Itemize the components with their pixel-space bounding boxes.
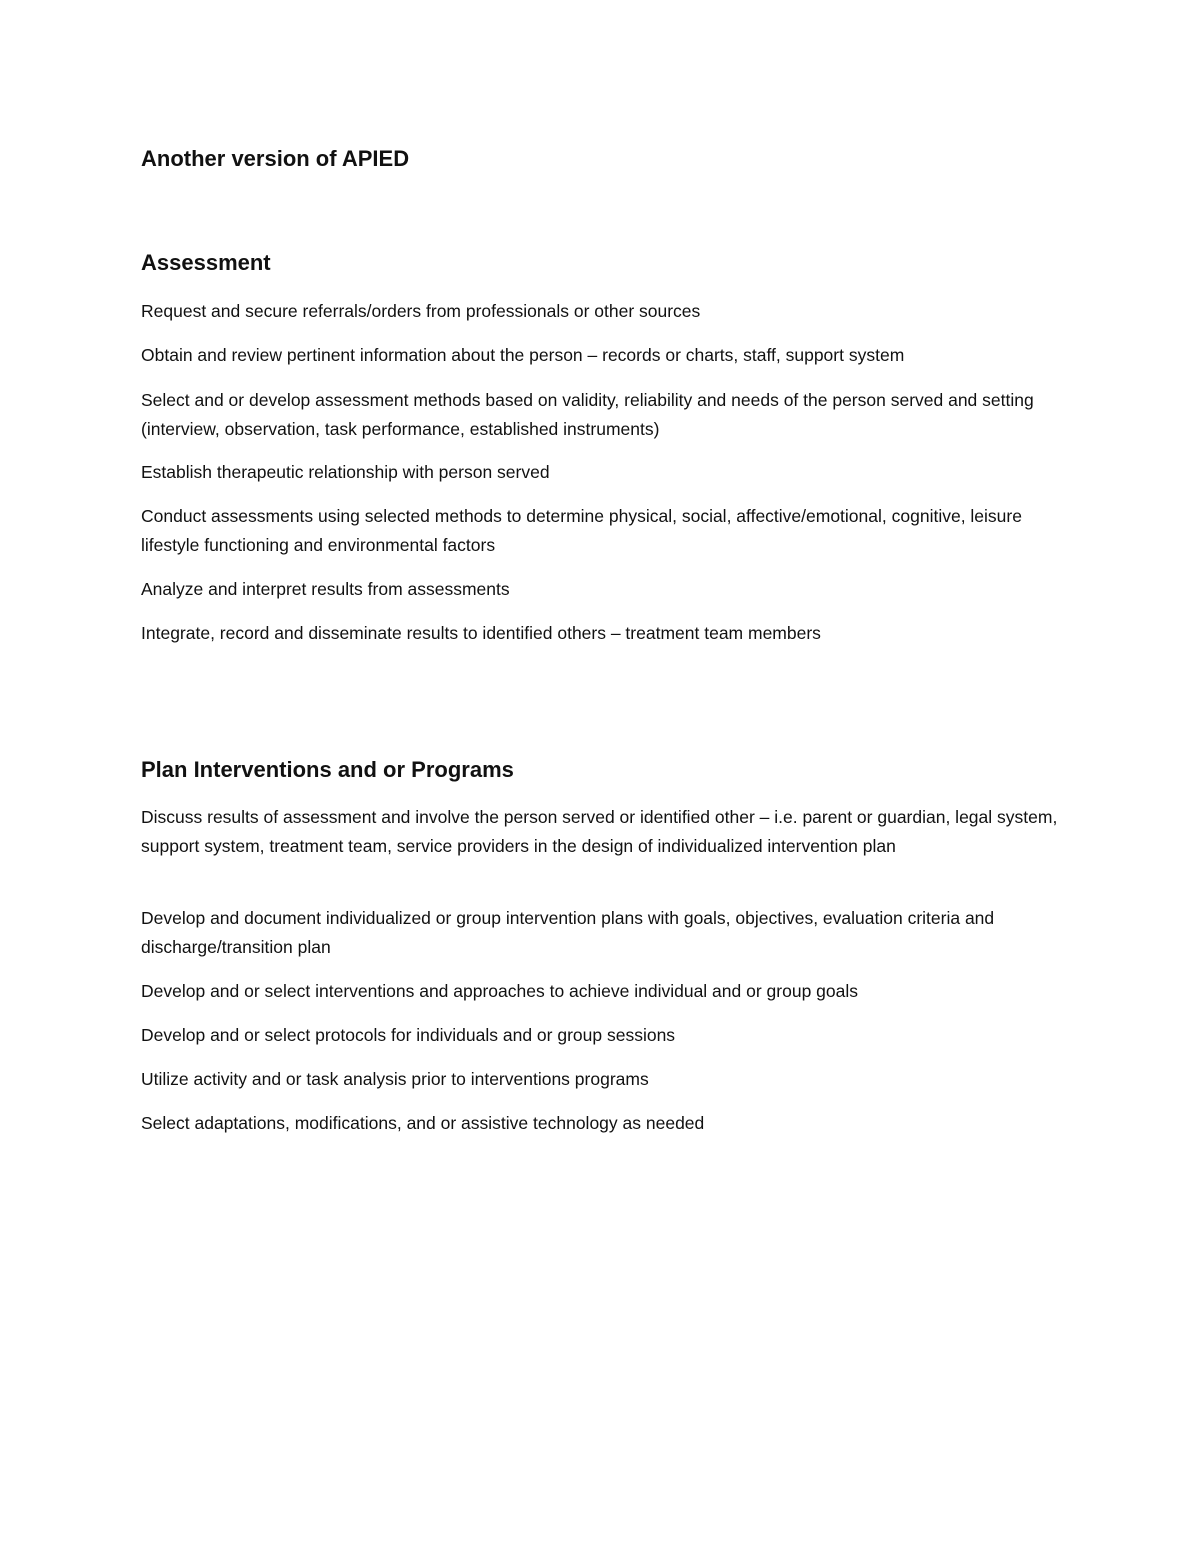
- plan-item: Develop and or select protocols for individuals and or group sessions: [141, 1025, 676, 1045]
- assessment-item: Obtain and review pertinent information about the person – records or charts, staff, support system: [141, 345, 905, 365]
- assessment-item: Conduct assessments using selected methods to determine physical, social, affective/emotional, cognitive, leisure lifestyle functioning and environmental factors: [141, 506, 1022, 555]
- document-title: Another version of APIED: [141, 146, 410, 171]
- assessment-item: Integrate, record and disseminate results to identified others – treatment team members: [141, 623, 821, 643]
- assessment-item: Request and secure referrals/orders from professionals or other sources: [141, 301, 701, 321]
- assessment-item: Establish therapeutic relationship with person served: [141, 462, 550, 482]
- plan-item: Utilize activity and or task analysis prior to interventions programs: [141, 1069, 649, 1089]
- section-heading-assessment: Assessment: [141, 250, 271, 275]
- assessment-item: Analyze and interpret results from assessments: [141, 579, 510, 599]
- plan-item: Develop and or select interventions and approaches to achieve individual and or group goals: [141, 981, 858, 1001]
- plan-item: Discuss results of assessment and involve the person served or identified other – i.e. parent or guardian, legal system, support system, treatment team, service providers in the design of individualized intervention plan: [141, 807, 1058, 856]
- plan-item: Select adaptations, modifications, and or assistive technology as needed: [141, 1113, 705, 1133]
- section-heading-plan-interventions: Plan Interventions and or Programs: [141, 757, 514, 782]
- plan-item: Develop and document individualized or group intervention plans with goals, objectives, evaluation criteria and discharge/transition plan: [141, 908, 995, 957]
- assessment-item: Select and or develop assessment methods based on validity, reliability and needs of the person served and setting (interview, observation, task performance, established instruments): [141, 390, 1034, 439]
